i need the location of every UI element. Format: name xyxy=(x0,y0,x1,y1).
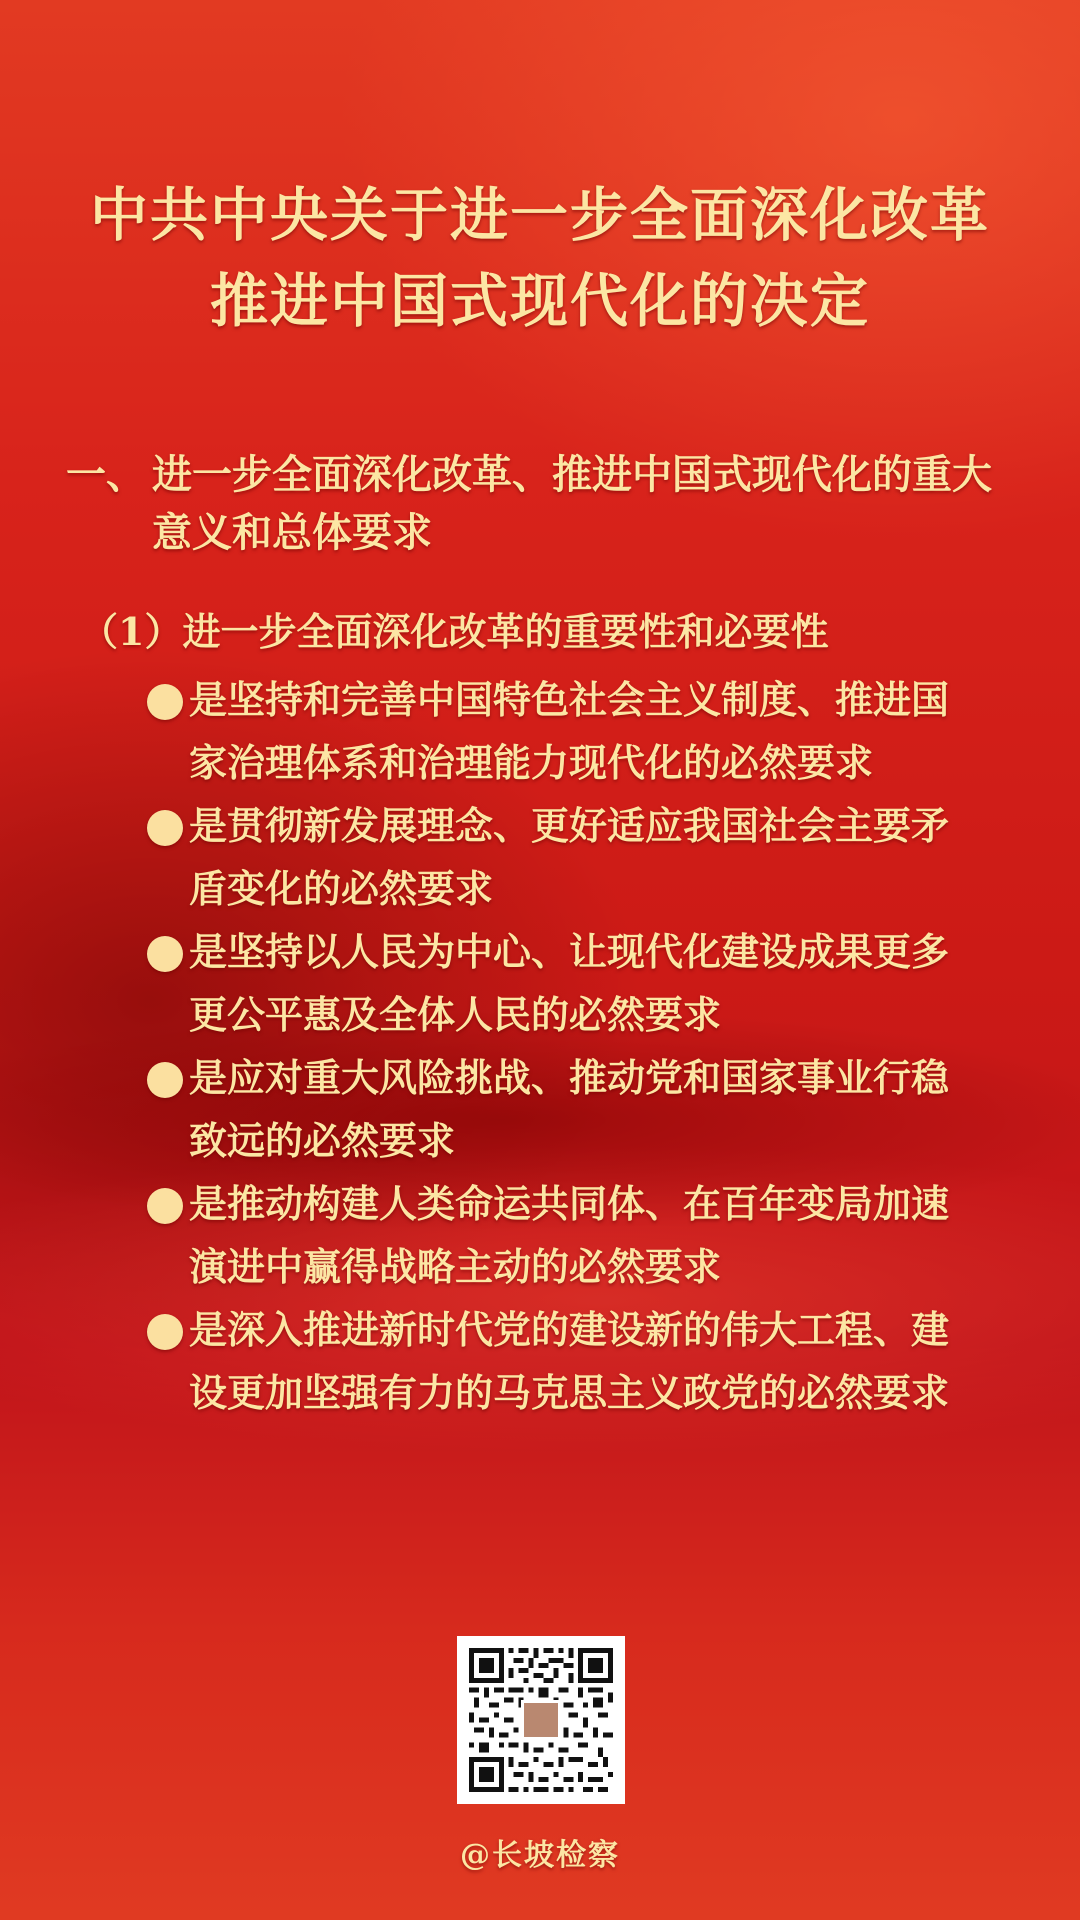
page-title xyxy=(0,172,1080,344)
title-line-2: 推进中国式现代化的决定 xyxy=(209,267,870,335)
list-item xyxy=(147,920,967,1046)
subsection-heading: （1）进一步全面深化改革的重要性和必要性 xyxy=(80,609,829,654)
bullet-dot-icon xyxy=(147,1188,183,1224)
list-item-text: 是深入推进新时代党的建设新的伟大工程、建设更加坚强有力的马克思主义政党的必然要求 xyxy=(189,1307,950,1415)
section-title: 进一步全面深化改革、推进中国式现代化的重大意义和总体要求 xyxy=(152,451,992,556)
account-handle: @长坡检察 xyxy=(460,1838,620,1873)
list-item-text: 是推动构建人类命运共同体、在百年变局加速演进中赢得战略主动的必然要求 xyxy=(189,1181,950,1289)
bullet-dot-icon xyxy=(147,684,183,720)
bullet-dot-icon xyxy=(147,1314,183,1350)
section-number: 一、 xyxy=(66,451,146,498)
list-item xyxy=(147,1298,967,1424)
list-item xyxy=(147,668,967,794)
list-item xyxy=(147,1046,967,1172)
list-item-text: 是贯彻新发展理念、更好适应我国社会主要矛盾变化的必然要求 xyxy=(189,803,950,911)
list-item xyxy=(147,1172,967,1298)
bullet-dot-icon xyxy=(147,810,183,846)
list-item-text: 是应对重大风险挑战、推动党和国家事业行稳致远的必然要求 xyxy=(189,1055,950,1163)
bullet-list xyxy=(147,668,967,1424)
list-item-text: 是坚持和完善中国特色社会主义制度、推进国家治理体系和治理能力现代化的必然要求 xyxy=(189,677,950,785)
bullet-dot-icon xyxy=(147,936,183,972)
section-heading xyxy=(66,446,1016,562)
bullet-dot-icon xyxy=(147,1062,183,1098)
title-line-1: 中共中央关于进一步全面深化改革 xyxy=(89,181,990,249)
list-item xyxy=(147,794,967,920)
qr-logo-icon xyxy=(521,1700,561,1740)
qr-code[interactable] xyxy=(457,1636,625,1804)
list-item-text: 是坚持以人民为中心、让现代化建设成果更多更公平惠及全体人民的必然要求 xyxy=(189,929,950,1037)
